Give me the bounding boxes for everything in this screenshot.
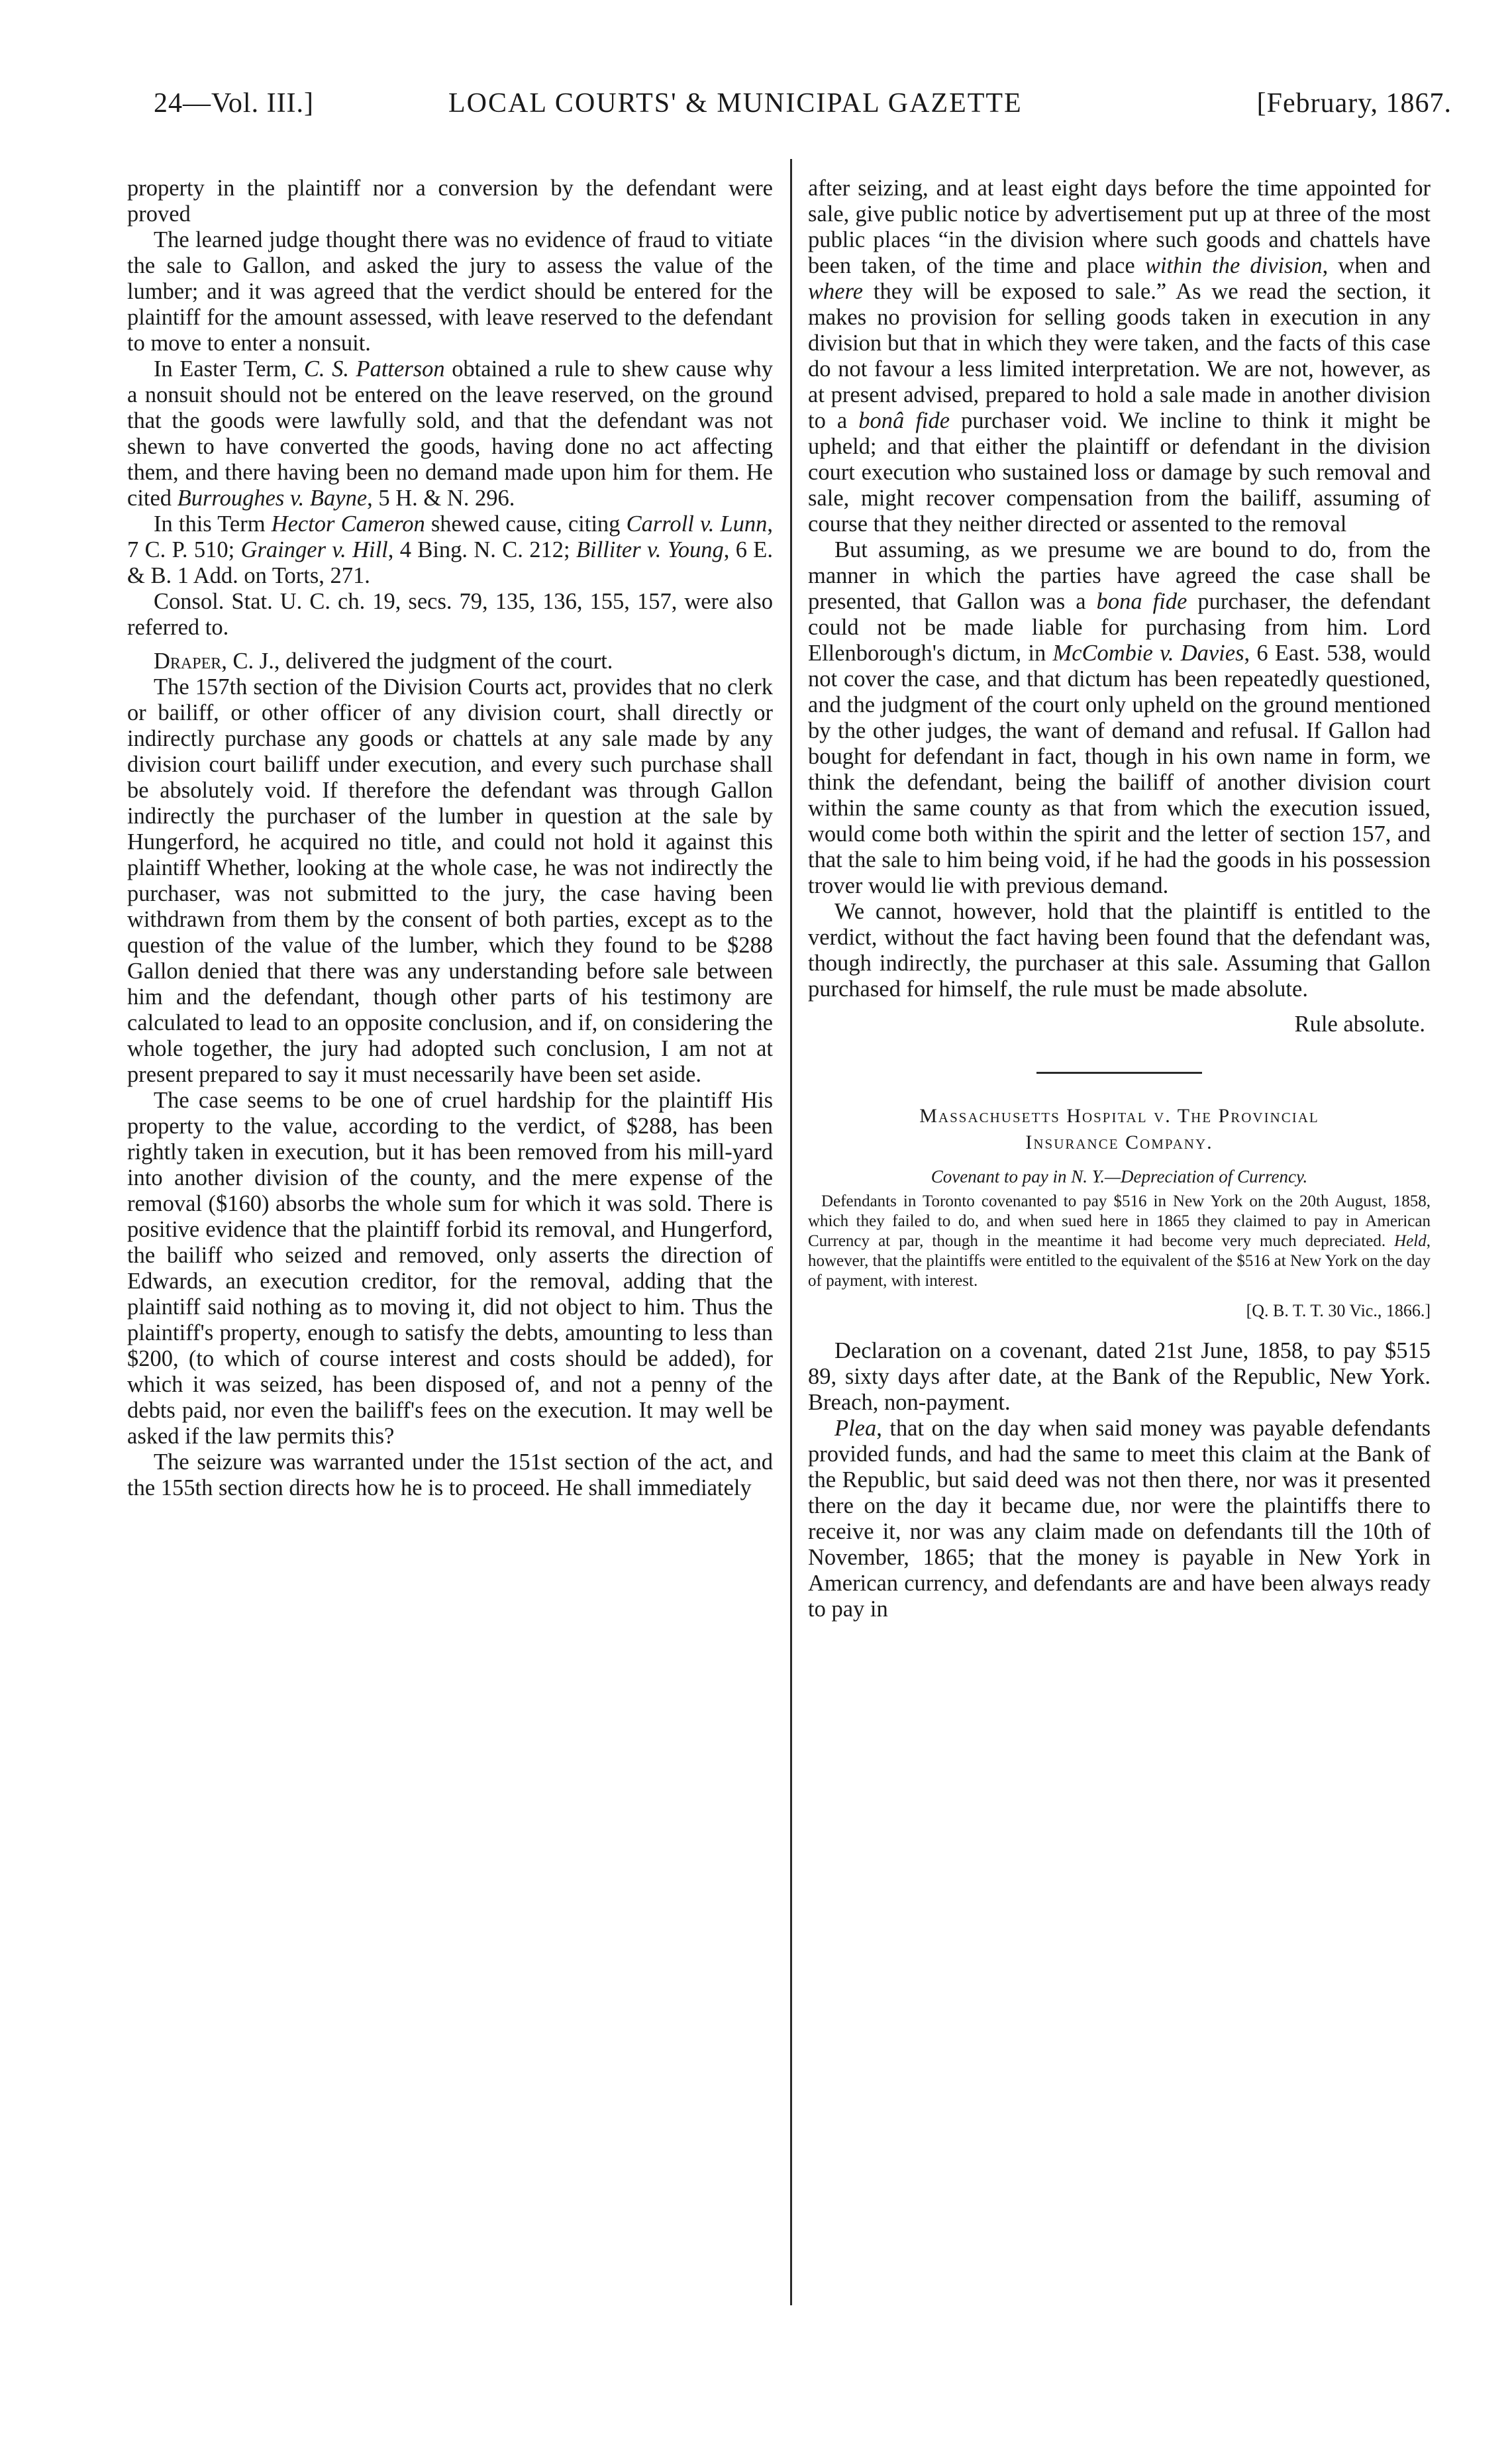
case-citation: McCombie v. Davies bbox=[1052, 641, 1244, 666]
page-header bbox=[154, 87, 1452, 127]
paragraph: But assuming, as we presume we are bound to do, from the manner in which the parties have agreed the case shall be presented, that Gallon was a bona fide purchaser, the defendant could not be made liable for purchasing from him. Lord Ellenborough's dictum, in McCombie v. Davies, 6 East. 538, would not cover the case, and that dictum has been repeatedly questioned, and the judgment of the court only upheld on the ground mentioned by the other judges, the want of demand and refusal. If Gallon had bought for defendant in fact, though in his own name in form, we think the defendant, being the bailiff of another division court within the same county as that from which the execution issued, would come both within the spirit and the letter of section 157, and that the sale to him being void, if he had the goods in his possession trover would lie with previous demand. bbox=[808, 537, 1431, 898]
paragraph: The case seems to be one of cruel hardship for the plaintiff His property to the value, according to the verdict, of $288, has been rightly taken in execution, but it has been removed from his mill-yard into another division of the county, and the mere expense of the removal ($160) absorbs the whole sum for which it was sold. There is positive evidence that the plaintiff forbid its removal, and Hungerford, the bailiff who seized and removed, only asserts the direction of Edwards, an execution creditor, for the removal, adding that the plaintiff said nothing as to moving it, did not object to him. Thus the plaintiff's property, enough to satisfy the debts, amounting to less than $200, (to which of course interest and costs should be added), for which it was seized, has been disposed of, and not a penny of the debts paid, nor even the bailiff's fees on the execution. It may well be asked if the law permits this? bbox=[127, 1088, 773, 1449]
section-rule bbox=[1036, 1072, 1202, 1074]
paragraph: Consol. Stat. U. C. ch. 19, secs. 79, 135, 136, 155, 157, were also referred to. bbox=[127, 589, 773, 640]
headnote: Defendants in Toronto covenanted to pay $516 in New York on the 20th August, 1858, which they failed to do, and when sued here in 1865 they claimed to pay in American Currency at par, though in the meantime it had become very much depreciated. Held, however, that the plaintiffs were entitled to the equivalent of the $516 at New York on the day of payment, with interest. bbox=[808, 1192, 1431, 1290]
paragraph: after seizing, and at least eight days before the time appointed for sale, give public notice by advertisement put up at three of the most public places “in the division where such goods and chattels have been taken, of the time and place within the division, when and where they will be exposed to sale.” As we read the section, it makes no provision for selling goods taken in execution in any division but that in which they were taken, and the facts of this case do not favour a less limited interpretation. We are not, however, as at present advised, prepared to hold a sale made in another division to a bonâ fide purchaser void. We incline to think it might be upheld; and that either the plaintiff or defendant in the division court execution who sustained loss or damage by such removal and sale, might recover compensation from the bailiff, assuming of course that they neither directed or assented to the removal bbox=[808, 176, 1431, 537]
paragraph: We cannot, however, hold that the plaintiff is entitled to the verdict, without the fact having been found that the defendant was, though indirectly, the purchaser at this sale. Assuming that Gallon purchased for himself, the rule must be made absolute. bbox=[808, 899, 1431, 1002]
court-citation: [Q. B. T. T. 30 Vic., 1866.] bbox=[1246, 1301, 1431, 1320]
paragraph: Draper, C. J., delivered the judgment of the court. bbox=[154, 649, 613, 674]
paragraph: In this Term Hector Cameron shewed cause, citing Carroll v. Lunn, 7 C. P. 510; Grainger v. Hill, 4 Bing. N. C. 212; Billiter v. Young, 6 E. & B. 1 Add. on Torts, 271. bbox=[127, 511, 774, 588]
paragraph: The 157th section of the Division Courts act, provides that no clerk or bailiff, or other officer of any division court, shall directly or indirectly purchase any goods or chattels at any sale made by any division court bailiff under execution, and every such purchase shall be absolutely void. If therefore the defendant was through Gallon indirectly the purchaser of the lumber in question at the sale by Hungerford, he acquired no title, and could not hold it against this plaintiff Whether, looking at the whole case, he was not indirectly the purchaser, was not submitted to the jury, the case having been withdrawn from them by the consent of both parties, except as to the question of the value of the lumber, which they found to be $288 Gallon denied that there was any understanding before sale between him and the defendant, though other parts of his testimony are calculated to lead to an opposite conclusion, and if, on considering the whole together, the jury had adopted such conclusion, I am not at present prepared to say it must necessarily have been set aside. bbox=[127, 674, 773, 1087]
left-column bbox=[127, 176, 773, 1501]
case-citation: Burroughes v. Bayne bbox=[177, 486, 368, 511]
case-citation: Grainger v. Hill bbox=[240, 537, 388, 562]
right-column bbox=[808, 176, 1431, 1622]
paragraph: The learned judge thought there was no evidence of fraud to vitiate the sale to Gallon, and asked the jury to assess the value of the lumber; and it was agreed that the verdict should be entered for the plaintiff for the amount assessed, with leave reserved to the defendant to move to enter a nonsuit. bbox=[127, 227, 773, 356]
gazette-title: LOCAL COURTS' & MUNICIPAL GAZETTE bbox=[448, 88, 1023, 119]
issue-date: [February, 1867. bbox=[1256, 88, 1452, 119]
judge-name: Draper, C. J. bbox=[154, 649, 274, 674]
counsel-name: Hector Cameron bbox=[271, 511, 425, 537]
case-citation: Billiter v. Young bbox=[576, 537, 724, 562]
page-volume: 24—Vol. III.] bbox=[154, 88, 315, 119]
case-title: Massachusetts Hospital v. The Provincial Insurance Company. bbox=[919, 1105, 1319, 1153]
paragraph: In Easter Term, C. S. Patterson obtained a rule to shew cause why a nonsuit should not be entered on the leave reserved, on the ground that the goods were lawfully sold, and that the defendant was not shewn to have converted the goods, having done no act affecting them, and there having been no demand made upon him for them. He cited Burroughes v. Bayne, 5 H. & N. 296. bbox=[127, 356, 773, 511]
paragraph: property in the plaintiff nor a conversion by the defendant were proved bbox=[127, 176, 773, 227]
column-divider bbox=[790, 159, 792, 2305]
paragraph: Declaration on a covenant, dated 21st June, 1858, to pay $515 89, sixty days after date, at the Bank of the Republic, New York. Breach, non-payment. bbox=[808, 1338, 1431, 1415]
headnote-title: Covenant to pay in N. Y.—Depreciation of Currency. bbox=[931, 1167, 1308, 1186]
counsel-name: C. S. Patterson bbox=[303, 356, 445, 382]
ruling: Rule absolute. bbox=[1294, 1012, 1425, 1037]
case-citation: Carroll v. Lunn bbox=[626, 511, 768, 537]
plea-label: Plea bbox=[834, 1416, 877, 1441]
paragraph: Plea, that on the day when said money was payable defendants provided funds, and had the same to meet this claim at the Bank of the Republic, but said deed was not then there, nor was it presented there on the day it became due, nor were the plaintiffs there to receive it, nor was any claim made on defendants till the 10th of November, 1865; that the money is payable in New York in American currency, and defendants are and have been always ready to pay in bbox=[808, 1416, 1431, 1622]
paragraph: The seizure was warranted under the 151st section of the act, and the 155th section directs how he is to proceed. He shall immediately bbox=[127, 1449, 773, 1500]
